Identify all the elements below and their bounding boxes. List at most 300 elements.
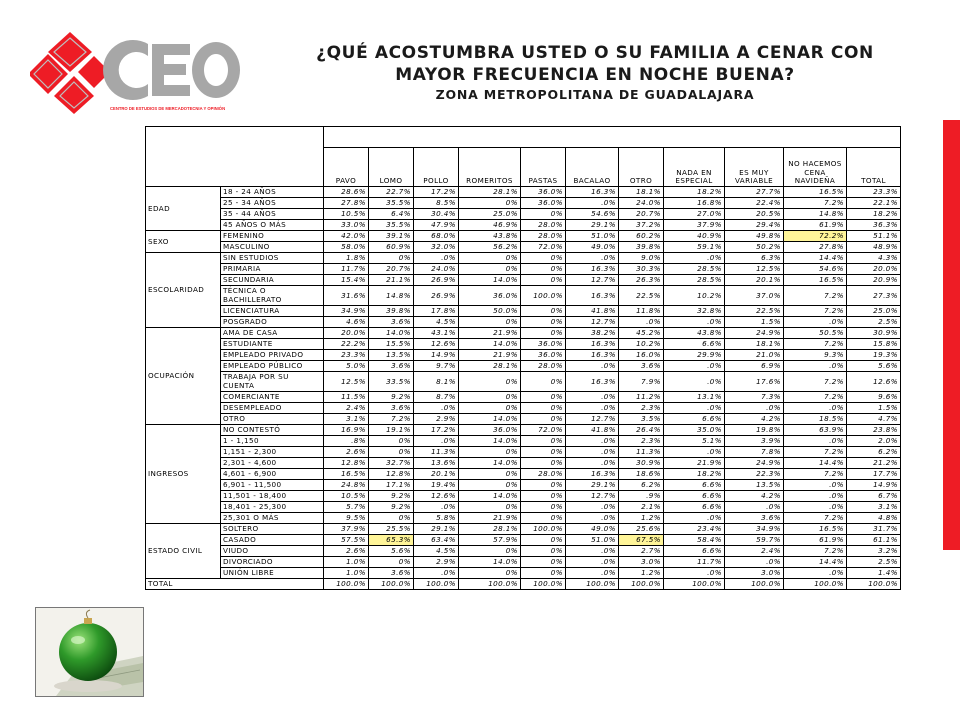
data-cell: 14.0%: [459, 339, 521, 350]
data-cell: 16.0%: [619, 350, 664, 361]
data-cell: .0%: [566, 513, 619, 524]
data-cell: 18.2%: [664, 469, 725, 480]
data-cell: 0%: [521, 403, 566, 414]
data-cell: .0%: [664, 403, 725, 414]
data-cell: 14.0%: [459, 557, 521, 568]
data-cell: 36.0%: [521, 198, 566, 209]
data-cell: .0%: [566, 502, 619, 513]
data-cell: 11.8%: [619, 306, 664, 317]
data-cell: 4.3%: [847, 253, 901, 264]
data-cell: 0%: [521, 546, 566, 557]
data-cell: .0%: [725, 403, 784, 414]
data-cell: 27.3%: [847, 286, 901, 306]
data-cell: 22.4%: [725, 198, 784, 209]
data-cell: 20.5%: [725, 209, 784, 220]
data-cell: 0%: [521, 209, 566, 220]
table-row: [146, 286, 901, 306]
data-cell: 10.2%: [619, 339, 664, 350]
data-cell: .9%: [619, 491, 664, 502]
data-cell: 0%: [459, 392, 521, 403]
table-row: [146, 253, 901, 264]
data-cell: 13.1%: [664, 392, 725, 403]
data-cell: 6.2%: [847, 447, 901, 458]
row-label: DESEMPLEADO: [221, 403, 324, 414]
table-row: [146, 458, 901, 469]
table-row: [146, 350, 901, 361]
data-cell: .0%: [566, 403, 619, 414]
row-label: POSGRADO: [221, 317, 324, 328]
data-cell: 58.4%: [664, 535, 725, 546]
data-cell: 18.6%: [619, 469, 664, 480]
data-cell: 0%: [521, 253, 566, 264]
data-cell: 24.8%: [324, 480, 369, 491]
data-cell: 2.1%: [619, 502, 664, 513]
data-cell: 29.4%: [725, 220, 784, 231]
data-cell: 14.0%: [369, 328, 414, 339]
data-cell: 6.3%: [725, 253, 784, 264]
data-cell: 11.3%: [619, 447, 664, 458]
data-cell: 2.6%: [324, 546, 369, 557]
data-cell: 23.3%: [847, 187, 901, 198]
table-row: [146, 187, 901, 198]
column-header: LOMO: [369, 148, 414, 187]
data-cell: .0%: [566, 546, 619, 557]
highlighted-cell: 65.3%: [369, 535, 414, 546]
data-cell: 32.8%: [664, 306, 725, 317]
data-cell: .0%: [414, 436, 459, 447]
data-cell: 21.9%: [459, 350, 521, 361]
table-row: [146, 209, 901, 220]
data-cell: 4.5%: [414, 317, 459, 328]
data-cell: .0%: [664, 513, 725, 524]
data-cell: 0%: [521, 535, 566, 546]
data-cell: 3.6%: [369, 317, 414, 328]
data-cell: 33.5%: [369, 372, 414, 392]
data-cell: 43.8%: [459, 231, 521, 242]
data-cell: .0%: [566, 253, 619, 264]
row-label: 18,401 - 25,300: [221, 502, 324, 513]
data-cell: 13.5%: [369, 350, 414, 361]
data-cell: 34.9%: [324, 306, 369, 317]
data-cell: 1.2%: [619, 513, 664, 524]
data-cell: 20.0%: [324, 328, 369, 339]
data-cell: 20.7%: [619, 209, 664, 220]
data-cell: 20.7%: [369, 264, 414, 275]
data-cell: 7.2%: [784, 286, 847, 306]
data-cell: 8.5%: [414, 198, 459, 209]
survey-table: [145, 126, 901, 590]
row-label: MASCULINO: [221, 242, 324, 253]
data-cell: .0%: [664, 568, 725, 579]
table-row: [146, 480, 901, 491]
column-header: BACALAO: [566, 148, 619, 187]
column-header: OTRO: [619, 148, 664, 187]
svg-text:CENTRO DE ESTUDIOS DE MERCADOT: CENTRO DE ESTUDIOS DE MERCADOTECNIA Y OPINIÓN: [110, 106, 226, 111]
data-cell: 2.3%: [619, 403, 664, 414]
highlighted-cell: 67.5%: [619, 535, 664, 546]
row-label: TÉCNICA O BACHILLERATO: [221, 286, 324, 306]
table-row: [146, 568, 901, 579]
row-label: 6,901 - 11,500: [221, 480, 324, 491]
data-cell: 3.6%: [369, 568, 414, 579]
data-cell: 16.3%: [566, 264, 619, 275]
total-cell: 100.0%: [566, 579, 619, 590]
data-cell: 1.8%: [324, 253, 369, 264]
table-row: [146, 275, 901, 286]
data-cell: 23.4%: [664, 524, 725, 535]
group-label: ESTADO CIVIL: [146, 524, 221, 579]
data-cell: 49.0%: [566, 242, 619, 253]
data-cell: .0%: [664, 317, 725, 328]
data-cell: 43.1%: [414, 328, 459, 339]
data-cell: 7.9%: [619, 372, 664, 392]
data-cell: 26.4%: [619, 425, 664, 436]
data-cell: .0%: [664, 447, 725, 458]
data-cell: 100.0%: [521, 524, 566, 535]
row-label: 11,501 - 18,400: [221, 491, 324, 502]
data-cell: 36.0%: [521, 187, 566, 198]
data-cell: 5.7%: [324, 502, 369, 513]
table-row: [146, 198, 901, 209]
data-cell: 27.7%: [725, 187, 784, 198]
data-cell: 16.5%: [784, 275, 847, 286]
data-cell: 6.6%: [664, 546, 725, 557]
total-cell: 100.0%: [725, 579, 784, 590]
total-cell: 100.0%: [619, 579, 664, 590]
data-cell: 14.0%: [459, 436, 521, 447]
data-cell: 19.8%: [725, 425, 784, 436]
row-label: 1 - 1,150: [221, 436, 324, 447]
data-cell: .8%: [324, 436, 369, 447]
data-cell: 19.4%: [414, 480, 459, 491]
data-cell: 40.9%: [664, 231, 725, 242]
data-cell: 12.8%: [324, 458, 369, 469]
title-line-1: ¿QUÉ ACOSTUMBRA USTED O SU FAMILIA A CENAR CON: [316, 43, 874, 63]
row-label: NO CONTESTÓ: [221, 425, 324, 436]
table-row: [146, 264, 901, 275]
data-cell: .0%: [566, 392, 619, 403]
data-cell: 45.2%: [619, 328, 664, 339]
data-cell: 6.6%: [664, 480, 725, 491]
data-cell: 6.9%: [725, 361, 784, 372]
data-cell: 22.7%: [369, 187, 414, 198]
data-cell: 0%: [521, 264, 566, 275]
data-cell: 30.4%: [414, 209, 459, 220]
data-cell: 25.6%: [619, 524, 664, 535]
data-cell: 28.5%: [664, 275, 725, 286]
data-cell: .0%: [784, 568, 847, 579]
table-row: [146, 502, 901, 513]
ornament-photo: [35, 607, 144, 697]
row-label: COMERCIANTE: [221, 392, 324, 403]
data-cell: 16.5%: [784, 187, 847, 198]
data-cell: 20.1%: [725, 275, 784, 286]
data-cell: 0%: [459, 264, 521, 275]
column-header: ES MUY VARIABLE: [725, 148, 784, 187]
data-cell: 9.2%: [369, 392, 414, 403]
data-cell: 2.4%: [725, 546, 784, 557]
data-cell: 59.7%: [725, 535, 784, 546]
data-cell: 0%: [459, 253, 521, 264]
data-cell: 47.9%: [414, 220, 459, 231]
data-cell: 21.9%: [459, 328, 521, 339]
data-cell: 25.0%: [847, 306, 901, 317]
column-header: NO HACEMOS CENA NAVIDEÑA: [784, 148, 847, 187]
data-cell: 36.0%: [459, 286, 521, 306]
data-cell: 4.7%: [847, 414, 901, 425]
data-cell: 49.0%: [566, 524, 619, 535]
data-cell: 4.2%: [725, 491, 784, 502]
total-cell: 100.0%: [784, 579, 847, 590]
data-cell: 12.7%: [566, 275, 619, 286]
data-cell: .0%: [784, 317, 847, 328]
header-corner: [146, 127, 324, 187]
data-cell: 2.9%: [414, 557, 459, 568]
data-cell: .0%: [566, 436, 619, 447]
data-cell: 30.9%: [619, 458, 664, 469]
data-cell: 0%: [369, 253, 414, 264]
data-cell: 30.9%: [847, 328, 901, 339]
data-cell: .0%: [566, 568, 619, 579]
data-cell: 19.1%: [369, 425, 414, 436]
data-cell: 29.1%: [566, 220, 619, 231]
group-label: OCUPACIÓN: [146, 328, 221, 425]
data-cell: 36.0%: [521, 350, 566, 361]
data-cell: 10.2%: [664, 286, 725, 306]
row-label: 2,301 - 4,600: [221, 458, 324, 469]
data-cell: 9.2%: [369, 491, 414, 502]
data-cell: 7.2%: [784, 513, 847, 524]
table-row: [146, 436, 901, 447]
data-cell: 10.5%: [324, 491, 369, 502]
data-cell: 0%: [459, 502, 521, 513]
logo-mark-icon: [30, 32, 110, 114]
data-cell: 50.2%: [725, 242, 784, 253]
data-cell: 35.5%: [369, 220, 414, 231]
data-cell: 36.3%: [847, 220, 901, 231]
table-row: [146, 513, 901, 524]
data-cell: 26.9%: [414, 286, 459, 306]
data-cell: 16.5%: [784, 524, 847, 535]
group-label: ESCOLARIDAD: [146, 253, 221, 328]
group-label: INGRESOS: [146, 425, 221, 524]
data-cell: 28.5%: [664, 264, 725, 275]
data-cell: 5.6%: [369, 546, 414, 557]
data-cell: 28.0%: [521, 231, 566, 242]
data-cell: 7.2%: [784, 339, 847, 350]
data-cell: 7.8%: [725, 447, 784, 458]
data-cell: 0%: [459, 480, 521, 491]
data-cell: 8.1%: [414, 372, 459, 392]
table-row: [146, 361, 901, 372]
data-cell: 50.5%: [784, 328, 847, 339]
data-cell: 0%: [459, 403, 521, 414]
data-cell: 3.5%: [619, 414, 664, 425]
data-cell: 0%: [521, 513, 566, 524]
data-cell: 16.9%: [324, 425, 369, 436]
table-row: [146, 372, 901, 392]
table-row: [146, 447, 901, 458]
data-cell: 35.5%: [369, 198, 414, 209]
data-cell: 38.2%: [566, 328, 619, 339]
data-cell: 21.9%: [459, 513, 521, 524]
column-header: PAVO: [324, 148, 369, 187]
data-cell: 28.0%: [521, 220, 566, 231]
data-cell: 14.0%: [459, 458, 521, 469]
data-cell: 12.8%: [369, 469, 414, 480]
data-cell: 42.0%: [324, 231, 369, 242]
data-cell: 0%: [521, 557, 566, 568]
data-cell: 3.6%: [369, 361, 414, 372]
table-row: [146, 242, 901, 253]
data-cell: 7.3%: [725, 392, 784, 403]
data-cell: 21.0%: [725, 350, 784, 361]
total-cell: 100.0%: [369, 579, 414, 590]
column-header: PASTAS: [521, 148, 566, 187]
data-cell: 4.5%: [414, 546, 459, 557]
row-label: 18 - 24 AÑOS: [221, 187, 324, 198]
data-cell: 11.5%: [324, 392, 369, 403]
total-cell: 100.0%: [521, 579, 566, 590]
data-cell: 51.0%: [566, 535, 619, 546]
data-cell: 29.1%: [566, 480, 619, 491]
row-label: 35 - 44 AÑOS: [221, 209, 324, 220]
data-cell: 11.7%: [324, 264, 369, 275]
data-cell: 23.3%: [324, 350, 369, 361]
data-cell: 9.7%: [414, 361, 459, 372]
group-label: SEXO: [146, 231, 221, 253]
data-cell: 0%: [369, 513, 414, 524]
row-label: UNIÓN LIBRE: [221, 568, 324, 579]
data-cell: 2.4%: [324, 403, 369, 414]
data-cell: 14.9%: [847, 480, 901, 491]
data-cell: 57.5%: [324, 535, 369, 546]
data-cell: .0%: [784, 491, 847, 502]
data-cell: .0%: [664, 253, 725, 264]
data-cell: 61.9%: [784, 220, 847, 231]
data-cell: 16.3%: [566, 339, 619, 350]
data-cell: 16.3%: [566, 350, 619, 361]
data-cell: 21.2%: [847, 458, 901, 469]
data-cell: 6.6%: [664, 502, 725, 513]
row-label: 25,301 O MÁS: [221, 513, 324, 524]
data-cell: 22.2%: [324, 339, 369, 350]
data-cell: 10.5%: [324, 209, 369, 220]
column-header: ROMERITOS: [459, 148, 521, 187]
data-cell: 37.2%: [619, 220, 664, 231]
data-cell: 72.0%: [521, 425, 566, 436]
table-row: [146, 231, 901, 242]
data-cell: .0%: [619, 317, 664, 328]
data-cell: .0%: [566, 458, 619, 469]
data-cell: 12.7%: [566, 317, 619, 328]
data-cell: .0%: [566, 557, 619, 568]
data-cell: 6.6%: [664, 414, 725, 425]
data-cell: .0%: [414, 568, 459, 579]
data-cell: 5.6%: [847, 361, 901, 372]
data-cell: 0%: [521, 447, 566, 458]
table-row: [146, 317, 901, 328]
title-subtitle: ZONA METROPOLITANA DE GUADALAJARA: [435, 87, 755, 102]
data-cell: 22.5%: [725, 306, 784, 317]
data-cell: .0%: [414, 253, 459, 264]
data-cell: 3.6%: [369, 403, 414, 414]
data-cell: 11.7%: [664, 557, 725, 568]
data-cell: 14.9%: [414, 350, 459, 361]
data-cell: 3.1%: [324, 414, 369, 425]
data-cell: 11.3%: [414, 447, 459, 458]
data-cell: 43.8%: [664, 328, 725, 339]
data-cell: 2.9%: [414, 414, 459, 425]
row-label: FEMENINO: [221, 231, 324, 242]
data-cell: 50.0%: [459, 306, 521, 317]
data-cell: 41.8%: [566, 425, 619, 436]
data-cell: 0%: [521, 480, 566, 491]
data-cell: 1.4%: [847, 568, 901, 579]
data-cell: 29.1%: [414, 524, 459, 535]
data-cell: 72.0%: [521, 242, 566, 253]
data-cell: 31.7%: [847, 524, 901, 535]
data-cell: 20.0%: [847, 264, 901, 275]
data-cell: 2.0%: [847, 436, 901, 447]
data-cell: 0%: [459, 317, 521, 328]
data-cell: 22.1%: [847, 198, 901, 209]
data-cell: 61.9%: [784, 535, 847, 546]
data-cell: 13.6%: [414, 458, 459, 469]
page-title: [290, 42, 900, 103]
highlighted-cell: 72.2%: [784, 231, 847, 242]
data-cell: 0%: [521, 491, 566, 502]
data-cell: 15.4%: [324, 275, 369, 286]
row-label: ESTUDIANTE: [221, 339, 324, 350]
row-label: AMA DE CASA: [221, 328, 324, 339]
data-cell: 0%: [459, 546, 521, 557]
data-cell: 17.7%: [847, 469, 901, 480]
data-cell: 0%: [521, 414, 566, 425]
data-cell: 48.9%: [847, 242, 901, 253]
data-cell: 12.5%: [725, 264, 784, 275]
data-cell: 19.3%: [847, 350, 901, 361]
data-cell: 18.2%: [664, 187, 725, 198]
column-header: POLLO: [414, 148, 459, 187]
ceo-logo: [30, 30, 245, 115]
data-cell: 60.2%: [619, 231, 664, 242]
data-cell: 63.4%: [414, 535, 459, 546]
row-label: 45 AÑOS O MÁS: [221, 220, 324, 231]
data-cell: 9.5%: [324, 513, 369, 524]
data-cell: 25.5%: [369, 524, 414, 535]
data-cell: .0%: [725, 557, 784, 568]
data-cell: 17.8%: [414, 306, 459, 317]
data-cell: 18.1%: [619, 187, 664, 198]
data-cell: 7.2%: [784, 447, 847, 458]
group-label: EDAD: [146, 187, 221, 231]
table-row: [146, 524, 901, 535]
row-label: SIN ESTUDIOS: [221, 253, 324, 264]
data-cell: .0%: [784, 361, 847, 372]
data-cell: 27.8%: [784, 242, 847, 253]
data-cell: 58.0%: [324, 242, 369, 253]
column-header: NADA EN ESPECIAL: [664, 148, 725, 187]
data-cell: 1.2%: [619, 568, 664, 579]
total-cell: 100.0%: [664, 579, 725, 590]
data-cell: 3.9%: [725, 436, 784, 447]
data-cell: 25.0%: [459, 209, 521, 220]
data-cell: 21.9%: [664, 458, 725, 469]
total-cell: 100.0%: [414, 579, 459, 590]
data-cell: 56.2%: [459, 242, 521, 253]
data-cell: 0%: [521, 502, 566, 513]
